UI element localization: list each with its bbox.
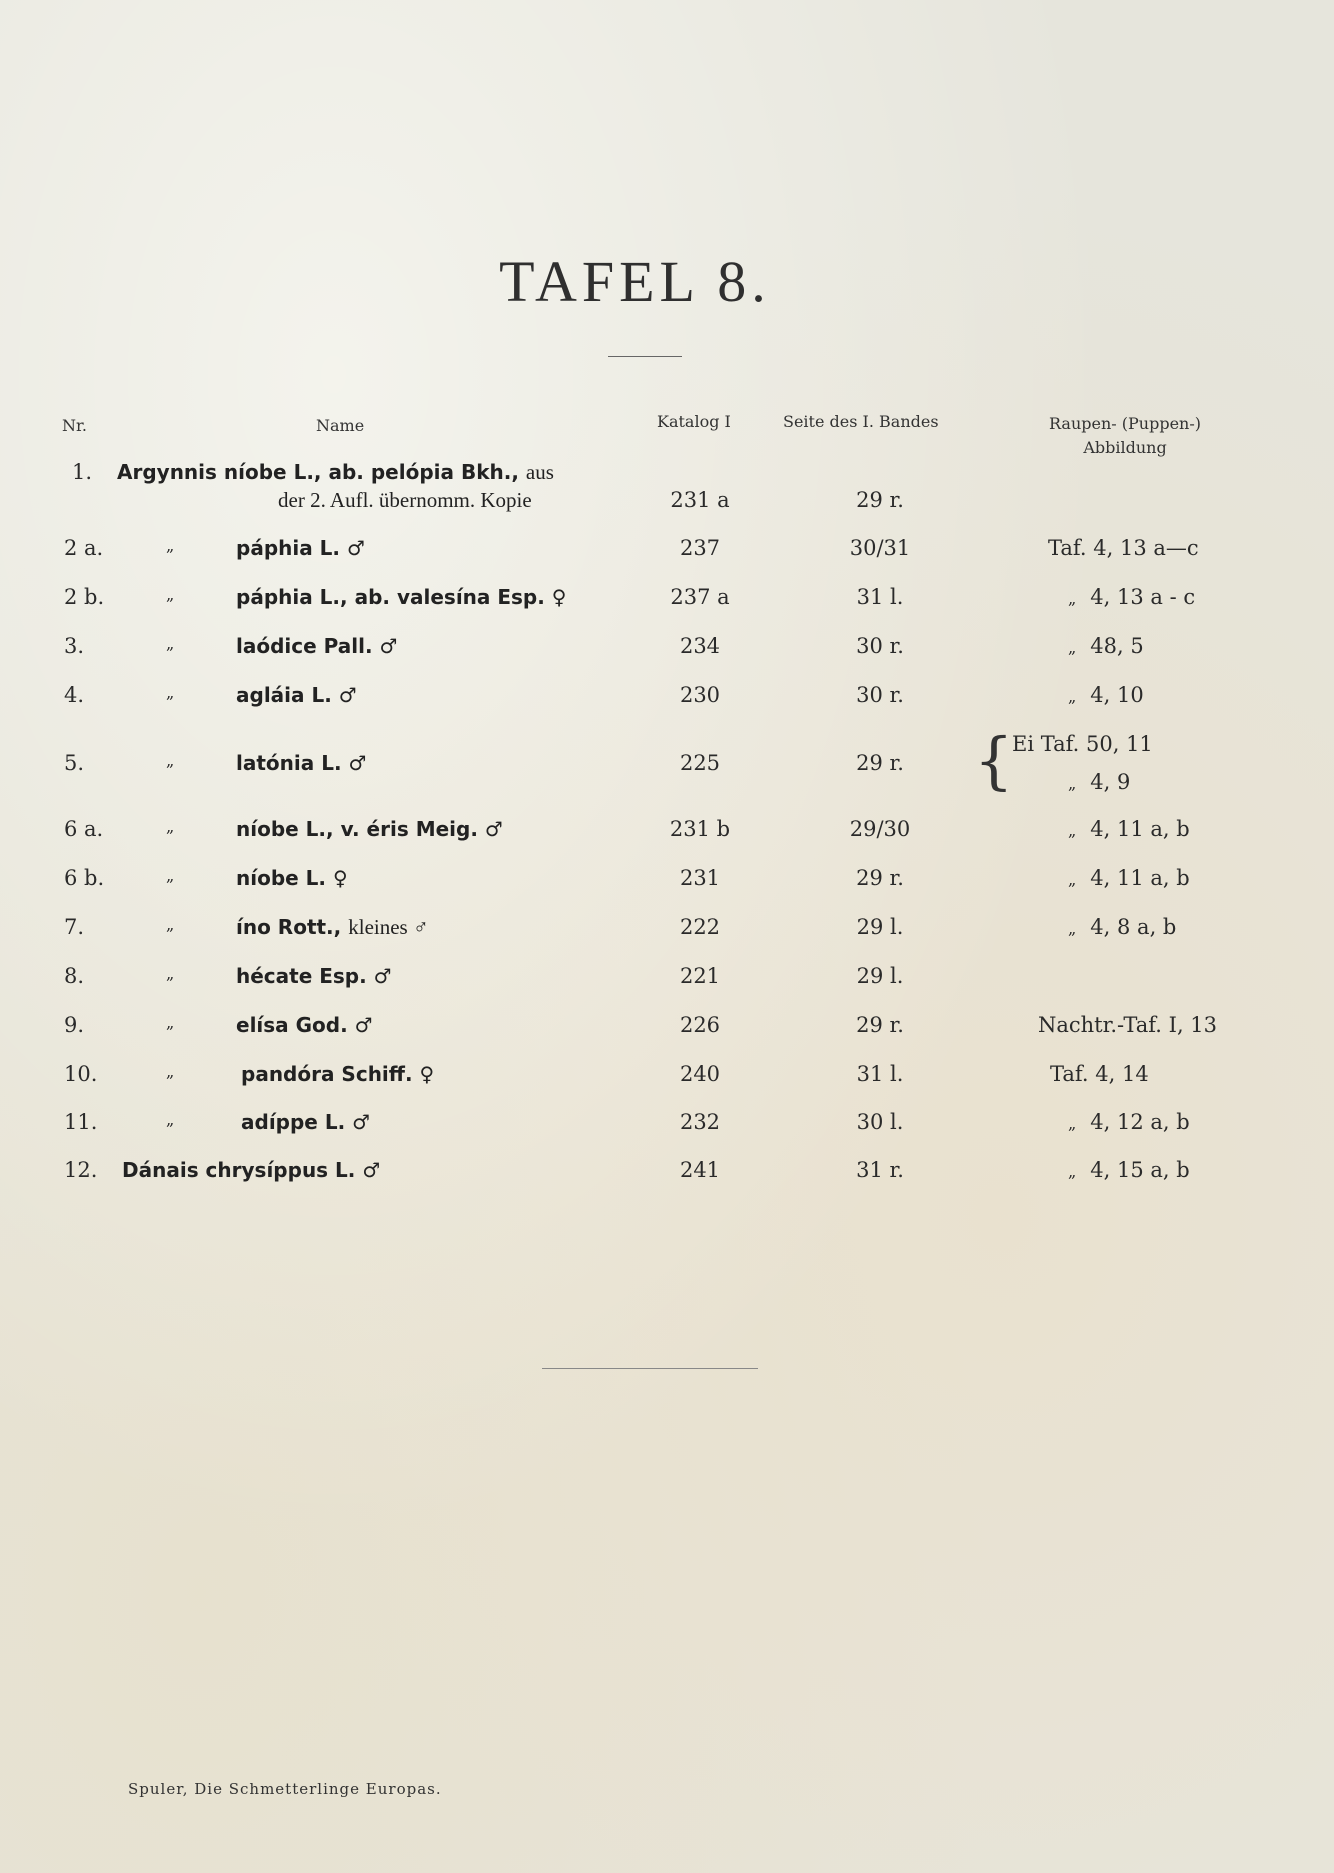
row-number: 2 b. (64, 585, 105, 609)
header-name: Name (316, 416, 365, 435)
species-name: páphia L. ♂ (236, 536, 365, 560)
katalog-value: 226 (679, 1013, 721, 1037)
table-row (0, 536, 1334, 576)
katalog-value: 237 a (670, 585, 730, 609)
seite-value: 31 r. (856, 1158, 904, 1182)
row-number: 4. (64, 683, 85, 707)
raupen-value: 4, 9 (1090, 770, 1131, 794)
seite-value: 29 r. (856, 488, 904, 512)
bottom-divider (542, 1368, 758, 1369)
katalog-value: 234 (679, 634, 721, 658)
seite-value: 29 l. (856, 915, 904, 939)
species-name (117, 460, 554, 485)
seite-value: 29 r. (856, 866, 904, 890)
table-row (0, 683, 1334, 723)
species-name-main: íno Rott., (236, 915, 342, 939)
table-row (0, 866, 1334, 906)
raupen-value: Taf. 4, 13 a—c (1048, 536, 1199, 560)
species-name: pandóra Schiff. ♀ (241, 1062, 435, 1086)
row-number: 10. (64, 1062, 98, 1086)
katalog-value: 230 (679, 683, 721, 707)
species-name: laódice Pall. ♂ (236, 634, 398, 658)
katalog-value: 241 (679, 1158, 721, 1182)
raupen-value: Nachtr.-Taf. I, 13 (1038, 1013, 1218, 1037)
species-name-line2: der 2. Aufl. übernomm. Kopie (278, 488, 532, 512)
katalog-value: 221 (679, 964, 721, 988)
table-row (0, 817, 1334, 857)
ditto-mark: „ (1068, 821, 1077, 840)
header-raupen-line1: Raupen- (Puppen-) (1049, 414, 1201, 433)
table-row (0, 585, 1334, 625)
katalog-value: 232 (679, 1110, 721, 1134)
raupen-line (0, 770, 1334, 810)
row-number: 8. (64, 964, 85, 988)
row-number: 12. (64, 1158, 98, 1182)
brace-mark: { (974, 724, 1014, 797)
raupen-line (0, 732, 1334, 772)
seite-value: 30 r. (856, 634, 904, 658)
ditto-mark: „ (1068, 919, 1077, 938)
species-name: latónia L. ♂ (236, 751, 367, 775)
species-name-tail: aus (525, 460, 554, 484)
ditto-mark: „ (166, 1013, 175, 1032)
raupen-value: Taf. 4, 14 (1050, 1062, 1149, 1086)
ditto-mark: „ (166, 817, 175, 836)
species-name-main: Argynnis níobe L., ab. pelópia Bkh., (117, 460, 519, 484)
table-row (0, 964, 1334, 1004)
table-row-continued (0, 488, 1334, 528)
header-raupen (1000, 412, 1250, 460)
species-name: agláia L. ♂ (236, 683, 357, 707)
species-name: Dánais chrysíppus L. ♂ (122, 1158, 381, 1182)
header-nr: Nr. (62, 416, 87, 435)
ditto-mark: „ (1068, 1162, 1077, 1181)
row-number: 7. (64, 915, 85, 939)
katalog-value: 222 (679, 915, 721, 939)
header-raupen-line2: Abbildung (1083, 438, 1167, 457)
ditto-mark: „ (1068, 687, 1077, 706)
ditto-mark: „ (1068, 589, 1077, 608)
header-katalog: Katalog I (657, 412, 731, 431)
table-row (0, 915, 1334, 955)
page-title: TAFEL 8. (499, 249, 771, 314)
seite-value: 29/30 (849, 817, 911, 841)
seite-value: 30 l. (856, 1110, 904, 1134)
row-number: 9. (64, 1013, 85, 1037)
table-row (0, 1013, 1334, 1053)
seite-value: 29 l. (856, 964, 904, 988)
seite-value: 30 r. (856, 683, 904, 707)
table-row (0, 1158, 1334, 1198)
katalog-value: 231 a (670, 488, 730, 512)
table-row (0, 1110, 1334, 1150)
table-row (0, 634, 1334, 674)
ditto-mark: „ (166, 585, 175, 604)
raupen-value: 4, 13 a - c (1090, 585, 1196, 609)
ditto-mark: „ (166, 751, 175, 770)
raupen-value: 4, 12 a, b (1090, 1110, 1190, 1134)
species-name-tail: kleines ♂ (348, 915, 429, 939)
ditto-mark: „ (1068, 1114, 1077, 1133)
raupen-value: Ei Taf. 50, 11 (1012, 732, 1153, 756)
footer-citation: Spuler, Die Schmetterlinge Europas. (128, 1780, 442, 1798)
ditto-mark: „ (166, 1062, 175, 1081)
raupen-value: 4, 10 (1090, 683, 1144, 707)
row-number: 6 a. (64, 817, 104, 841)
row-number: 3. (64, 634, 85, 658)
ditto-mark: „ (1068, 870, 1077, 889)
header-seite: Seite des I. Bandes (783, 412, 939, 431)
species-name: hécate Esp. ♂ (236, 964, 392, 988)
katalog-value: 231 (679, 866, 721, 890)
row-number: 1. (72, 460, 93, 484)
raupen-value: 4, 11 a, b (1090, 866, 1190, 890)
seite-value: 31 l. (856, 1062, 904, 1086)
katalog-value: 231 b (669, 817, 731, 841)
ditto-mark: „ (166, 964, 175, 983)
table-row (0, 1062, 1334, 1102)
ditto-mark: „ (1068, 774, 1077, 793)
species-name: páphia L., ab. valesína Esp. ♀ (236, 585, 567, 609)
katalog-value: 240 (679, 1062, 721, 1086)
katalog-value: 225 (679, 751, 721, 775)
ditto-mark: „ (166, 915, 175, 934)
raupen-value: 48, 5 (1090, 634, 1144, 658)
seite-value: 29 r. (856, 1013, 904, 1037)
ditto-mark: „ (1068, 638, 1077, 657)
raupen-value: 4, 11 a, b (1090, 817, 1190, 841)
raupen-value: 4, 15 a, b (1090, 1158, 1190, 1182)
species-name: adíppe L. ♂ (241, 1110, 371, 1134)
row-number: 5. (64, 751, 85, 775)
row-number: 11. (64, 1110, 98, 1134)
seite-value: 31 l. (856, 585, 904, 609)
row-number: 6 b. (64, 866, 105, 890)
raupen-value: 4, 8 a, b (1090, 915, 1177, 939)
ditto-mark: „ (166, 866, 175, 885)
ditto-mark: „ (166, 1110, 175, 1129)
species-name: níobe L. ♀ (236, 866, 348, 890)
species-name (236, 915, 429, 940)
seite-value: 29 r. (856, 751, 904, 775)
ditto-mark: „ (166, 683, 175, 702)
ditto-mark: „ (166, 536, 175, 555)
title-divider (608, 356, 682, 357)
seite-value: 30/31 (849, 536, 911, 560)
species-name: níobe L., v. éris Meig. ♂ (236, 817, 503, 841)
row-number: 2 a. (64, 536, 104, 560)
ditto-mark: „ (166, 634, 175, 653)
species-name: elísa God. ♂ (236, 1013, 373, 1037)
katalog-value: 237 (679, 536, 721, 560)
